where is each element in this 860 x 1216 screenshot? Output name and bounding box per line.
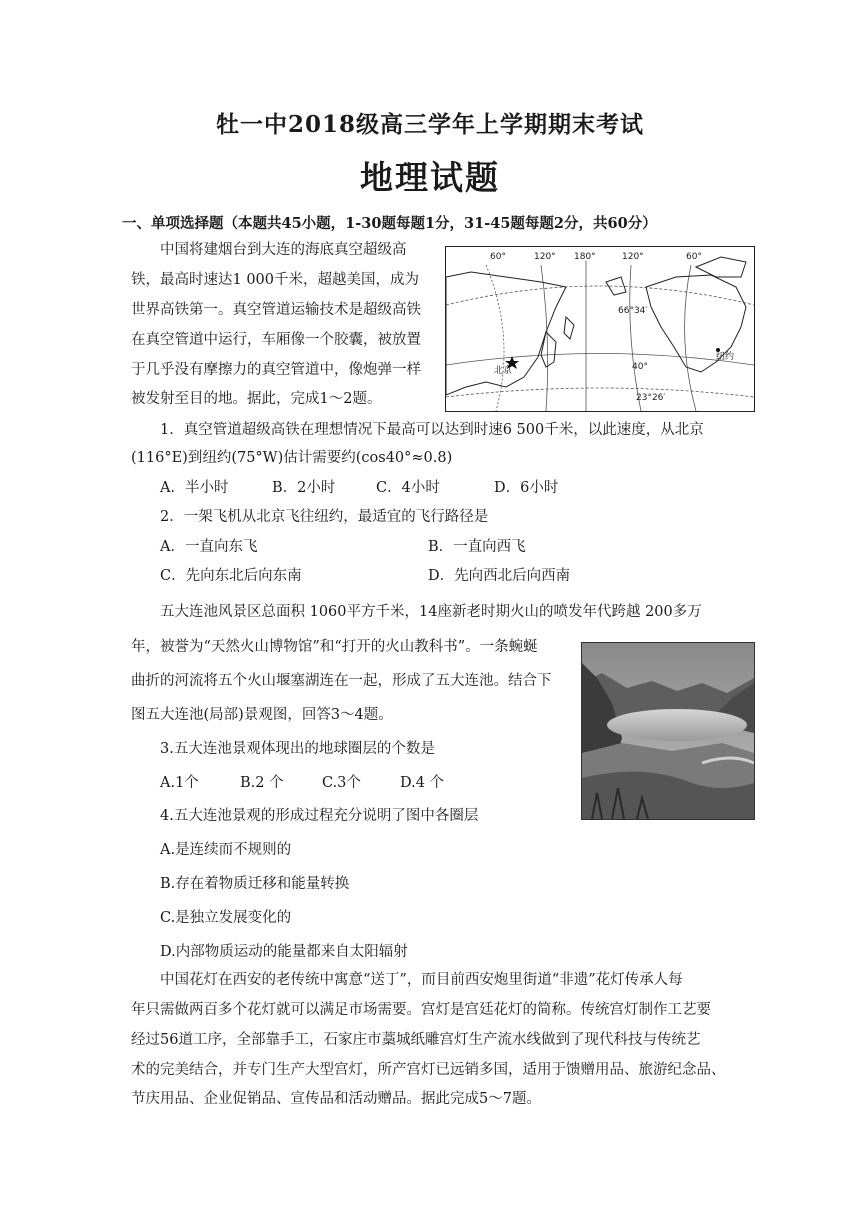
longitude-label: 120° [622, 252, 644, 262]
passage1-line: 铁，最高时速达1 000千米，超越美国，成为 [131, 272, 420, 288]
city-label-beijing: 北京 [494, 366, 513, 376]
passage2-line: 年，被誉为“天然火山博物馆”和“打开的火山教科书”。一条蜿蜒 [131, 639, 538, 655]
longitude-label: 180° [574, 252, 596, 262]
section-heading: 一、单项选择题（本题共45小题，1-30题每题1分，31-45题每题2分，共60分） [122, 215, 657, 232]
passage1-line: 中国将建烟台到大连的海底真空超级高 [160, 242, 407, 258]
longitude-label: 60° [686, 252, 702, 262]
latitude-label: 40° [632, 362, 648, 372]
q3-stem: 3.五大连池景观体现出的地球圈层的个数是 [160, 741, 435, 757]
passage2-line: 曲折的河流将五个火山堰塞湖连在一起，形成了五大连池。结合下 [131, 673, 552, 689]
q4-option-b[interactable]: B.存在着物质迁移和能量转换 [160, 876, 350, 892]
longitude-label: 60° [490, 252, 506, 262]
q2-option-b[interactable]: B．一直向西飞 [428, 539, 526, 555]
q3-option-a[interactable]: A.1个 [160, 775, 199, 791]
landscape-photo-svg [582, 643, 754, 819]
q2-option-a[interactable]: A．一直向东飞 [160, 539, 258, 555]
q4-option-d[interactable]: D.内部物质运动的能量都来自太阳辐射 [160, 944, 408, 960]
exam-title: 牡一中2018级高三学年上学期期末考试 [215, 111, 644, 138]
q2-option-c[interactable]: C．先向东北后向东南 [160, 568, 302, 584]
q3-option-c[interactable]: C.3个 [322, 775, 361, 791]
q2-option-d[interactable]: D．先向西北后向西南 [428, 568, 571, 584]
passage1-line: 在真空管道中运行，车厢像一个胶囊，被放置 [131, 332, 421, 348]
q1-option-c[interactable]: C．4小时 [376, 480, 440, 496]
q2-stem: 2．一架飞机从北京飞往纽约，最适宜的飞行路径是 [160, 509, 489, 525]
passage1-line: 于几乎没有摩擦力的真空管道中，像炮弹一样 [131, 362, 421, 378]
q4-stem: 4.五大连池景观的形成过程充分说明了图中各圈层 [160, 808, 479, 824]
latitude-label: 66°34′ [618, 306, 648, 316]
passage1-line: 被发射至目的地。据此，完成1～2题。 [131, 391, 382, 407]
passage2-line: 五大连池风景区总面积 1060平方千米，14座新老时期火山的喷发年代跨越 200多万 [160, 604, 702, 620]
subject-title: 地理试题 [360, 158, 500, 197]
passage3-line: 中国花灯在西安的老传统中寓意“送丁”，而目前西安炮里街道“非遗”花灯传承人每 [160, 972, 683, 988]
q1-option-a[interactable]: A．半小时 [160, 480, 229, 496]
polar-map-svg [446, 247, 754, 411]
q1-option-b[interactable]: B．2小时 [272, 480, 336, 496]
passage3-line: 术的完美结合，并专门生产大型宫灯，所产宫灯已远销多国，适用于馈赠用品、旅游纪念品、 [131, 1062, 726, 1078]
q1-stem: (116°E)到纽约(75°W)估计需要约(cos40°≈0.8) [131, 450, 453, 466]
passage2-line: 图五大连池(局部)景观图，回答3～4题。 [131, 707, 393, 723]
world-map-figure [445, 246, 755, 412]
q3-option-d[interactable]: D.4 个 [400, 775, 445, 791]
passage3-line: 经过56道工序，全部靠手工，石家庄市藁城纸雕宫灯生产流水线做到了现代科技与传统艺 [131, 1032, 701, 1048]
passage3-line: 节庆用品、企业促销品、宣传品和活动赠品。据此完成5～7题。 [131, 1091, 541, 1107]
passage1-line: 世界高铁第一。真空管道运输技术是超级高铁 [131, 302, 421, 318]
passage3-line: 年只需做两百多个花灯就可以满足市场需要。宫灯是宫廷花灯的简称。传统宫灯制作工艺要 [131, 1002, 711, 1018]
city-label-newyork: 纽约 [716, 352, 735, 362]
latitude-label: 23°26′ [636, 393, 666, 403]
q1-option-d[interactable]: D．6小时 [494, 480, 559, 496]
q3-option-b[interactable]: B.2 个 [240, 775, 284, 791]
q1-stem: 1．真空管道超级高铁在理想情况下最高可以达到时速6 500千米，以此速度，从北京 [160, 422, 704, 438]
wudalianchi-landscape-photo [581, 642, 755, 820]
longitude-label: 120° [534, 252, 556, 262]
q4-option-a[interactable]: A.是连续而不规则的 [160, 842, 292, 858]
q4-option-c[interactable]: C.是独立发展变化的 [160, 910, 292, 926]
